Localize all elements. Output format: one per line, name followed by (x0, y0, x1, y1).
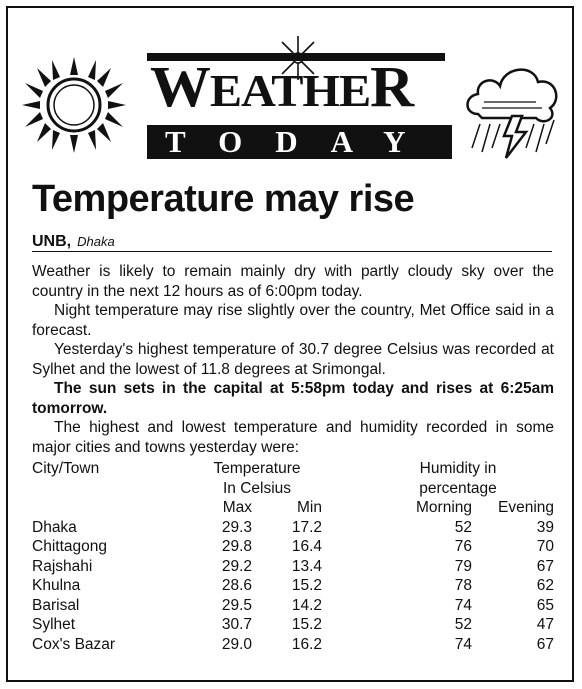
table-header-row (32, 459, 554, 479)
table-row (32, 537, 554, 557)
cell-morning: 78 (454, 577, 472, 594)
cell-max: 29.8 (221, 538, 252, 555)
headline: Temperature may rise (32, 178, 415, 220)
header-humidity-unit: percentage (419, 479, 497, 497)
cell-evening: 70 (536, 538, 554, 555)
agency: UNB, (32, 233, 72, 250)
cell-morning: 52 (454, 616, 472, 633)
table-row (32, 557, 554, 577)
subheader-max: Max (222, 499, 252, 516)
storm-cloud-icon (460, 52, 566, 162)
table-row (32, 596, 554, 616)
cell-city: Chittagong (32, 538, 107, 555)
cell-min: 16.2 (291, 635, 322, 653)
header-temperature: Temperature (213, 460, 301, 477)
masthead-subtitle: TODAY (147, 125, 452, 159)
table-header-row (32, 479, 554, 499)
cell-min: 17.2 (291, 518, 322, 536)
cell-max: 29.5 (221, 596, 252, 614)
weather-table (32, 459, 554, 654)
cell-max: 30.7 (221, 616, 252, 633)
cell-min: 15.2 (291, 616, 322, 633)
cell-evening: 62 (536, 577, 554, 594)
cell-min: 13.4 (291, 557, 322, 575)
cell-morning: 79 (454, 557, 472, 575)
cell-city: Sylhet (32, 616, 76, 633)
cell-evening: 67 (536, 635, 554, 653)
subheader-min: Min (297, 499, 322, 516)
cell-evening: 65 (536, 596, 554, 614)
cell-morning: 74 (454, 635, 472, 653)
article-body (32, 262, 554, 457)
cell-max: 28.6 (221, 577, 252, 594)
header-city: City/Town (32, 460, 100, 477)
cell-morning: 52 (454, 518, 472, 536)
cell-max: 29.0 (221, 635, 252, 653)
paragraph: Night temperature may rise slightly over the country, Met Office said in a forecast. (32, 302, 554, 339)
cell-city: Cox's Bazar (32, 635, 116, 653)
cell-min: 14.2 (291, 596, 322, 614)
byline-divider (32, 251, 552, 252)
cell-morning: 74 (454, 596, 472, 614)
paragraph: The highest and lowest temperature and humidity recorded in some major cities and towns yesterday were: (32, 419, 554, 456)
cell-city: Khulna (32, 577, 81, 594)
subheader-morning: Morning (416, 499, 472, 516)
table-row (32, 576, 554, 596)
sun-icon (18, 55, 130, 155)
cell-evening: 67 (536, 557, 554, 575)
cell-max: 29.3 (221, 518, 252, 536)
cell-max: 29.2 (221, 557, 252, 575)
table-row (32, 615, 554, 635)
cell-evening: 47 (536, 616, 554, 633)
table-row (32, 518, 554, 538)
header-humidity: Humidity in (419, 460, 497, 477)
header-temperature-unit: In Celsius (222, 479, 292, 497)
cell-city: Rajshahi (32, 557, 93, 575)
cell-morning: 76 (454, 538, 472, 555)
cell-city: Dhaka (32, 518, 77, 536)
dateline: Dhaka (77, 234, 115, 249)
subheader-evening: Evening (497, 499, 554, 516)
cell-min: 16.4 (291, 538, 322, 555)
cell-city: Barisal (32, 596, 80, 614)
table-subheader-row (32, 498, 554, 518)
cell-evening: 39 (536, 518, 554, 536)
masthead-title: WEATHER (150, 54, 414, 119)
paragraph: Yesterday's highest temperature of 30.7 degree Celsius was recorded at Sylhet and the lowest of 11.8 degrees at Srimongal. (32, 341, 554, 378)
cell-min: 15.2 (291, 577, 322, 594)
table-row (32, 635, 554, 655)
byline (32, 233, 115, 251)
paragraph-highlight: The sun sets in the capital at 5:58pm today and rises at 6:25am tomorrow. (32, 380, 554, 417)
paragraph: Weather is likely to remain mainly dry with partly cloudy sky over the country in the next 12 hours as of 6:00pm today. (32, 263, 554, 300)
